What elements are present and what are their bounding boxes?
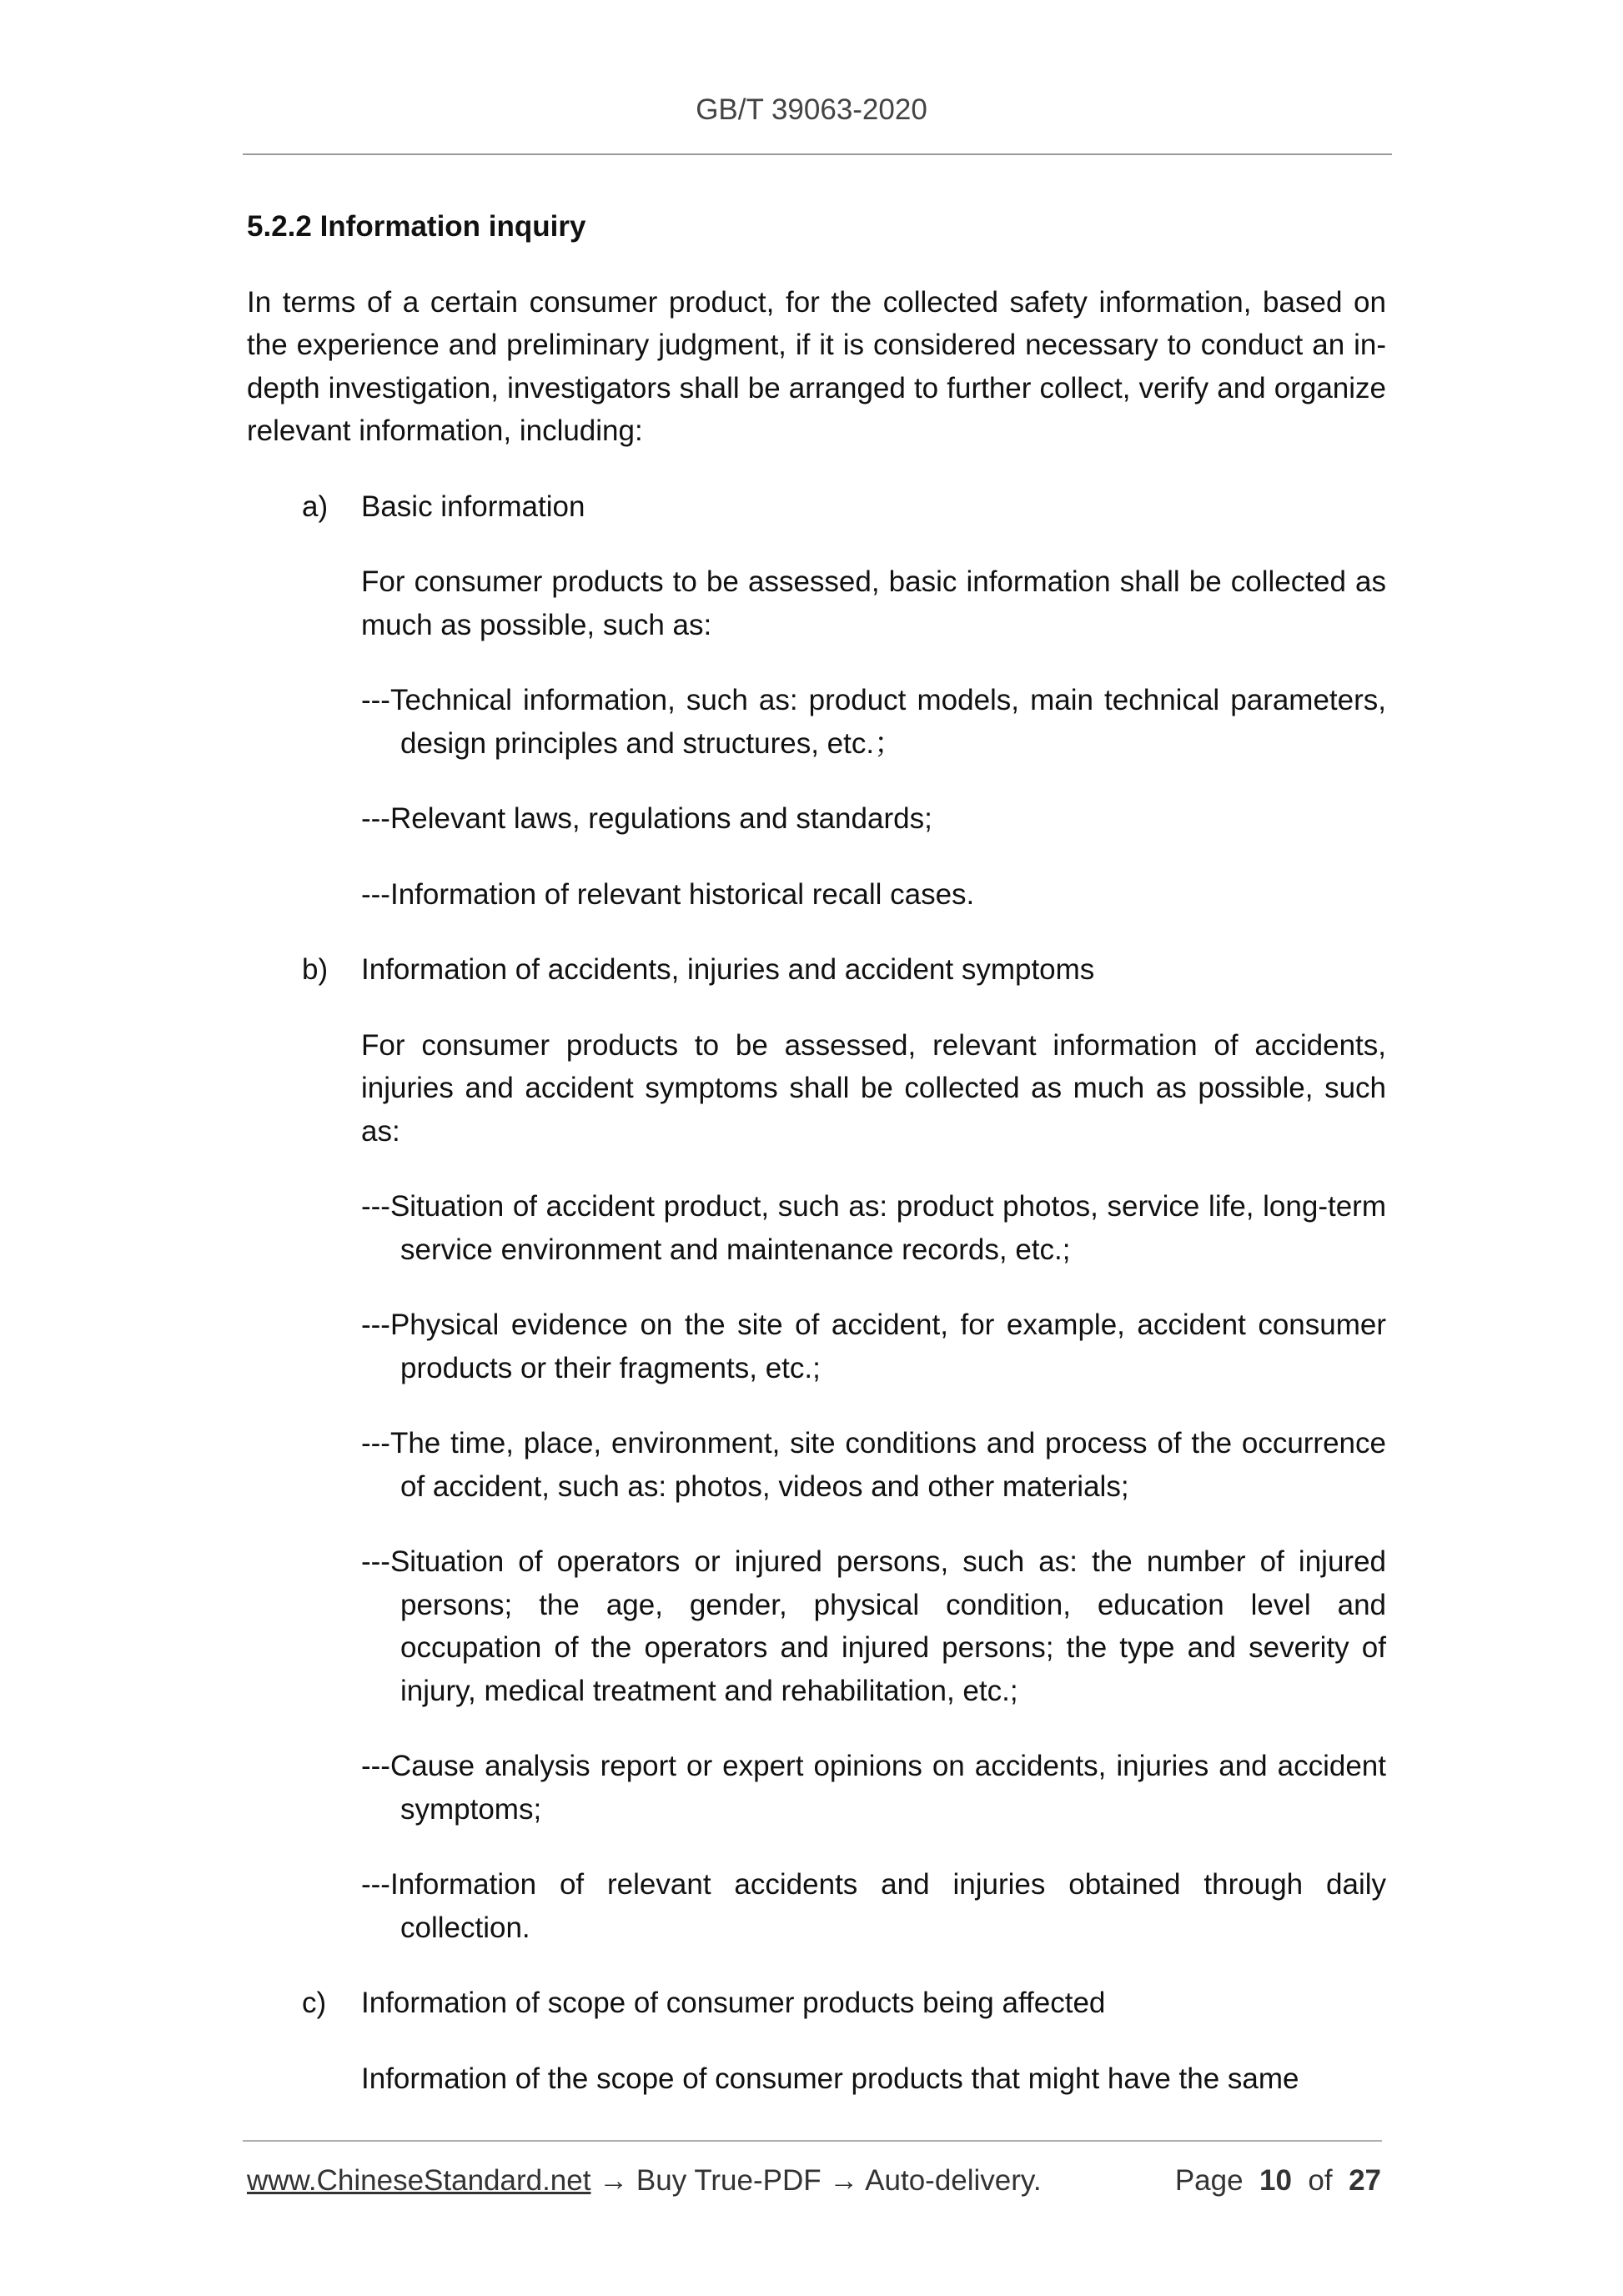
page-total: 27 (1349, 2164, 1381, 2197)
dash-item: ---Information of relevant historical recall cases. (361, 877, 975, 911)
dash-item: ---Physical evidence on the site of accident, for example, accident consumer products or their fragments, etc.; (361, 1309, 1386, 1384)
footer-divider (243, 2140, 1382, 2142)
list-item-title: Basic information (361, 490, 585, 523)
list-marker: a) (302, 490, 329, 523)
list-item-title: Information of scope of consumer products being affected (361, 1987, 1106, 2019)
item-paragraph: For consumer products to be assessed, relevant information of accidents, injuries and accident symptoms shall be collected as much as possible, such as: (361, 1028, 1386, 1148)
page-label: Page (1174, 2164, 1244, 2197)
section-heading: 5.2.2 Information inquiry (247, 210, 586, 243)
list-marker: c) (302, 1987, 327, 2019)
dash-item: ---Technical information, such as: product models, main technical parameters, design principles and structures, etc.； (361, 684, 1386, 760)
page-content (247, 205, 1386, 2133)
dash-item: ---Situation of accident product, such as: product photos, service life, long-term service environment and maintenance records, etc.; (361, 1190, 1386, 1266)
item-paragraph: Information of the scope of consumer products that might have the same (361, 2062, 1299, 2095)
page-current: 10 (1259, 2164, 1292, 2197)
dash-item: ---Situation of operators or injured persons, such as: the number of injured persons; the age, gender, physical condition, education level and occupation of the operators and injured persons; the type and severity of injury, medical treatment and rehabilitation, etc.; (361, 1545, 1386, 1707)
page-of-label: of (1308, 2164, 1333, 2197)
list-item-c-body (361, 2057, 1386, 2101)
dash-item: ---Cause analysis report or expert opinions on accidents, injuries and accident symptoms; (361, 1750, 1386, 1826)
section-intro-paragraph: In terms of a certain consumer product, for the collected safety information, based on the experience and preliminary judgment, if it is considered necessary to conduct an in-depth investigation, investigators shall be arranged to further collect, verify and organize relevant information, including: (247, 285, 1386, 447)
website-link[interactable]: www.ChineseStandard.net (247, 2164, 591, 2197)
list-item-a-body (361, 560, 1386, 916)
dash-item: ---Information of relevant accidents and injuries obtained through daily collection. (361, 1868, 1386, 1944)
item-paragraph: For consumer products to be assessed, basic information shall be collected as much as possible, such as: (361, 565, 1386, 641)
dash-item: ---Relevant laws, regulations and standards; (361, 802, 932, 835)
dash-item: ---The time, place, environment, site conditions and process of the occurrence of accident, such as: photos, videos and other materials; (361, 1427, 1386, 1503)
list-item-title: Information of accidents, injuries and accident symptoms (361, 953, 1095, 986)
footer-promo-text: → Buy True-PDF → Auto-delivery. (590, 2164, 1042, 2197)
footer-promo (247, 2164, 1042, 2198)
document-code-header: GB/T 39063-2020 (696, 93, 927, 126)
list-marker: b) (302, 953, 329, 986)
list-item-b (247, 948, 1386, 992)
list-item-c (247, 1982, 1386, 2025)
list-item-b-body (361, 1024, 1386, 1950)
header-divider (243, 153, 1392, 155)
page-number (1175, 2164, 1381, 2198)
list-item-a (247, 485, 1386, 529)
